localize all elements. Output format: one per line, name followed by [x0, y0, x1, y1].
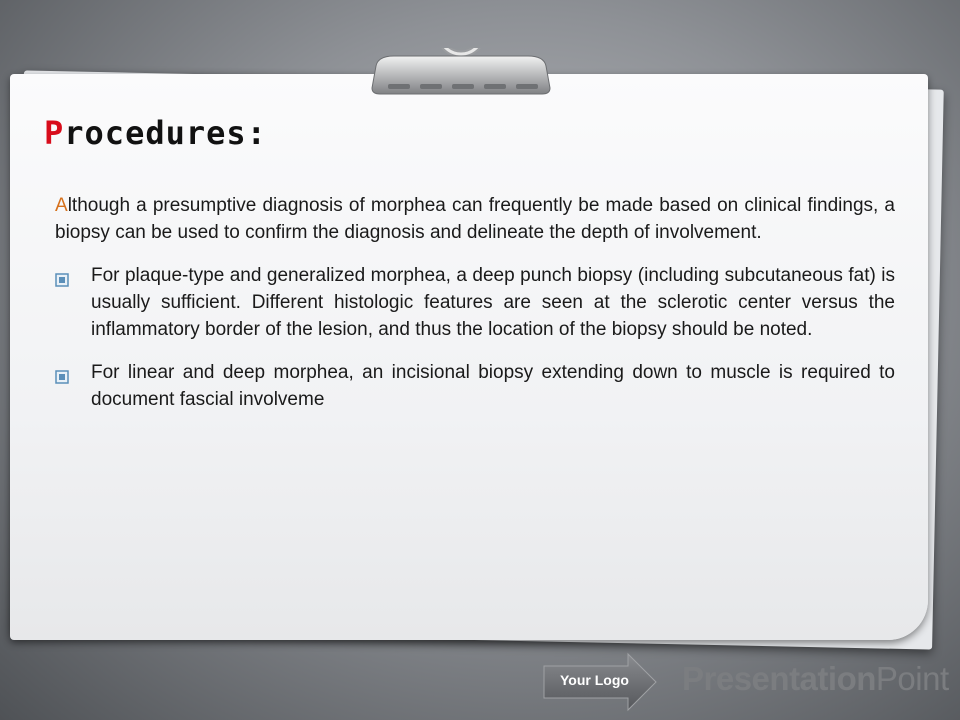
- slide-title-rest: rocedures:: [64, 114, 267, 152]
- brand-wordmark: [682, 660, 949, 698]
- brand-part1: Presentation: [682, 660, 876, 697]
- intro-text: lthough a presumptive diagnosis of morphea can frequently be made based on clinical findings, a biopsy can be used to confirm the diagnosis and delineate the depth of involvement.: [55, 195, 895, 243]
- your-logo-text: Your Logo: [560, 672, 629, 688]
- footer-logo: [540, 650, 949, 714]
- bullet-text: For linear and deep morphea, an incisional biopsy extending down to muscle is required to document fascial involveme: [91, 362, 895, 410]
- bullet-text: For plaque-type and generalized morphea, a deep punch biopsy (including subcutaneous fat) is usually sufficient. Different histologic features are seen at the sclerotic center versus the inflammatory border of the lesion, and thus the location of the biopsy should be noted.: [91, 265, 895, 340]
- checkbox-square-icon: [55, 262, 91, 343]
- intro-accent: A: [55, 195, 68, 216]
- slide-title-accent: P: [44, 114, 65, 152]
- brand-part2: Point: [875, 660, 949, 697]
- intro-paragraph: [55, 192, 895, 246]
- slide-title: [44, 114, 267, 152]
- checkbox-square-icon: [55, 359, 91, 413]
- bullet-item: [55, 359, 895, 413]
- binder-clip-icon: [368, 48, 554, 96]
- slide-body: [55, 192, 895, 429]
- bullet-item: [55, 262, 895, 343]
